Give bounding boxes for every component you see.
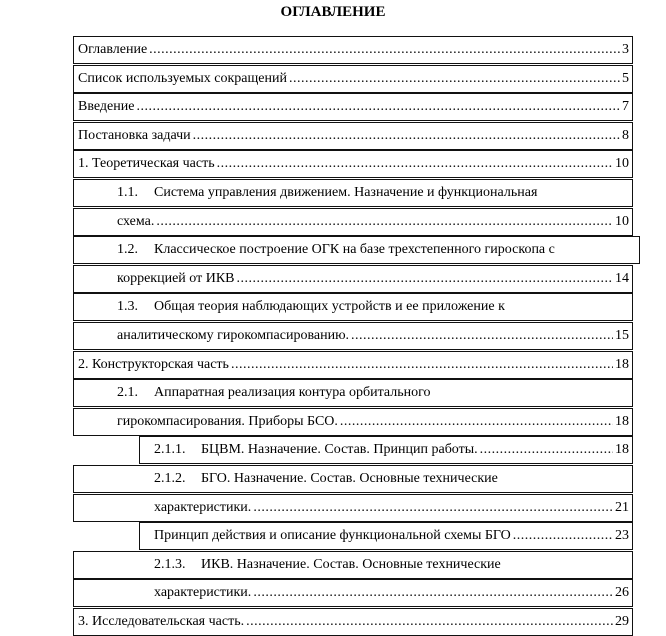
toc-entry[interactable] [73,379,633,407]
entry-title: характеристики. [154,499,252,515]
entry-title: 1. Теоретическая часть [78,156,215,172]
toc-line [154,583,629,603]
entry-title: Аппаратная реализация контура орбитального [154,385,431,401]
dot-leader [246,612,613,632]
page-number: 10 [615,213,629,229]
toc-entry[interactable] [73,293,633,321]
page-number: 7 [622,99,629,115]
section-number: 1.2. [117,242,138,258]
toc-line [117,183,629,203]
toc-entry[interactable] [73,579,633,607]
toc-entry[interactable] [73,36,633,64]
entry-title: Постановка задачи [78,127,191,143]
section-number: 2.1.3. [154,556,186,572]
section-number: 2.1. [117,385,138,401]
dot-leader [340,412,613,432]
toc-line [154,555,629,575]
dot-leader [156,212,613,232]
entry-title: Введение [78,99,135,115]
section-number: 1.3. [117,299,138,315]
entry-title: коррекцией от ИКВ [117,270,235,286]
toc-line [78,40,629,60]
entry-title: 3. Исследовательская часть. [78,614,245,629]
toc-entry[interactable] [73,494,633,522]
entry-title: гирокомпасирования. Приборы БСО. [117,413,338,429]
dot-leader [253,498,613,518]
page-number: 5 [622,70,629,86]
toc-entry[interactable] [73,465,633,493]
toc-line [78,355,629,375]
section-number: 2.1.1. [154,442,186,458]
entry-title: Классическое построение ОГК на базе трехстепенного гироскопа с [154,242,555,258]
toc-line [154,526,629,546]
entry-title: БЦВМ. Назначение. Состав. Принцип работы. [201,442,478,458]
section-number: 1.1. [117,185,138,200]
dot-leader [136,97,620,117]
toc-entry[interactable] [139,436,633,464]
toc-line [78,126,629,146]
dot-leader [149,40,620,60]
toc-entry[interactable] [73,236,640,264]
page-number: 23 [615,528,629,544]
dot-leader [480,440,613,460]
entry-title: Список используемых сокращений [78,70,287,86]
page-number: 15 [615,328,629,343]
toc-line [154,498,629,518]
dot-leader [231,355,613,375]
toc-line [117,326,629,346]
toc-line [117,412,629,432]
page-number: 26 [615,585,629,601]
entry-title: Общая теория наблюдающих устройств и ее приложение к [154,299,505,315]
toc-line [117,297,629,317]
page-number: 18 [615,442,629,458]
page-number: 14 [615,270,629,286]
toc-entry[interactable] [73,608,633,636]
toc-line [117,212,629,232]
entry-title: характеристики. [154,585,252,601]
entry-title: Принцип действия и описание функциональной схемы БГО [154,528,511,544]
dot-leader [217,154,613,174]
page-number: 3 [622,42,629,57]
dot-leader [253,583,613,603]
toc-line [78,612,629,632]
page-number: 29 [615,614,629,629]
toc-entry[interactable] [73,208,633,236]
dot-leader [351,326,613,346]
page-number: 8 [622,127,629,143]
entry-title: схема. [117,213,155,229]
toc-entry[interactable] [73,351,633,379]
toc-entry[interactable] [73,551,633,579]
entry-title: 2. Конструкторская часть [78,356,229,372]
toc-line [117,269,629,289]
page-number: 10 [615,156,629,172]
toc-line [154,469,629,489]
toc-entry[interactable] [73,179,633,207]
page-number: 18 [615,356,629,372]
entry-title: БГО. Назначение. Состав. Основные технические [201,471,498,486]
dot-leader [289,69,620,89]
toc-line [117,383,629,403]
section-number: 2.1.2. [154,471,186,486]
toc-line [78,97,629,117]
toc-title: ОГЛАВЛЕНИЕ [280,4,386,20]
dot-leader [193,126,620,146]
toc-line [78,69,629,89]
toc-entry[interactable] [73,322,633,350]
entry-title: аналитическому гирокомпасированию. [117,328,350,343]
toc-entry[interactable] [73,65,633,93]
toc-entry[interactable] [73,408,633,436]
toc-entry[interactable] [73,150,633,178]
entry-title: Система управления движением. Назначение и функциональная [154,185,538,200]
toc-entry[interactable] [73,122,633,150]
toc-line [78,154,629,174]
dot-leader [513,526,613,546]
entry-title: ИКВ. Назначение. Состав. Основные технические [201,556,501,572]
toc-line [154,440,629,460]
entry-title: Оглавление [78,42,148,57]
toc-entry[interactable] [73,93,633,121]
toc-entry[interactable] [73,265,633,293]
toc-line [117,240,636,260]
dot-leader [237,269,613,289]
page-number: 21 [615,499,629,515]
toc-entry[interactable] [139,522,633,550]
page-number: 18 [615,413,629,429]
